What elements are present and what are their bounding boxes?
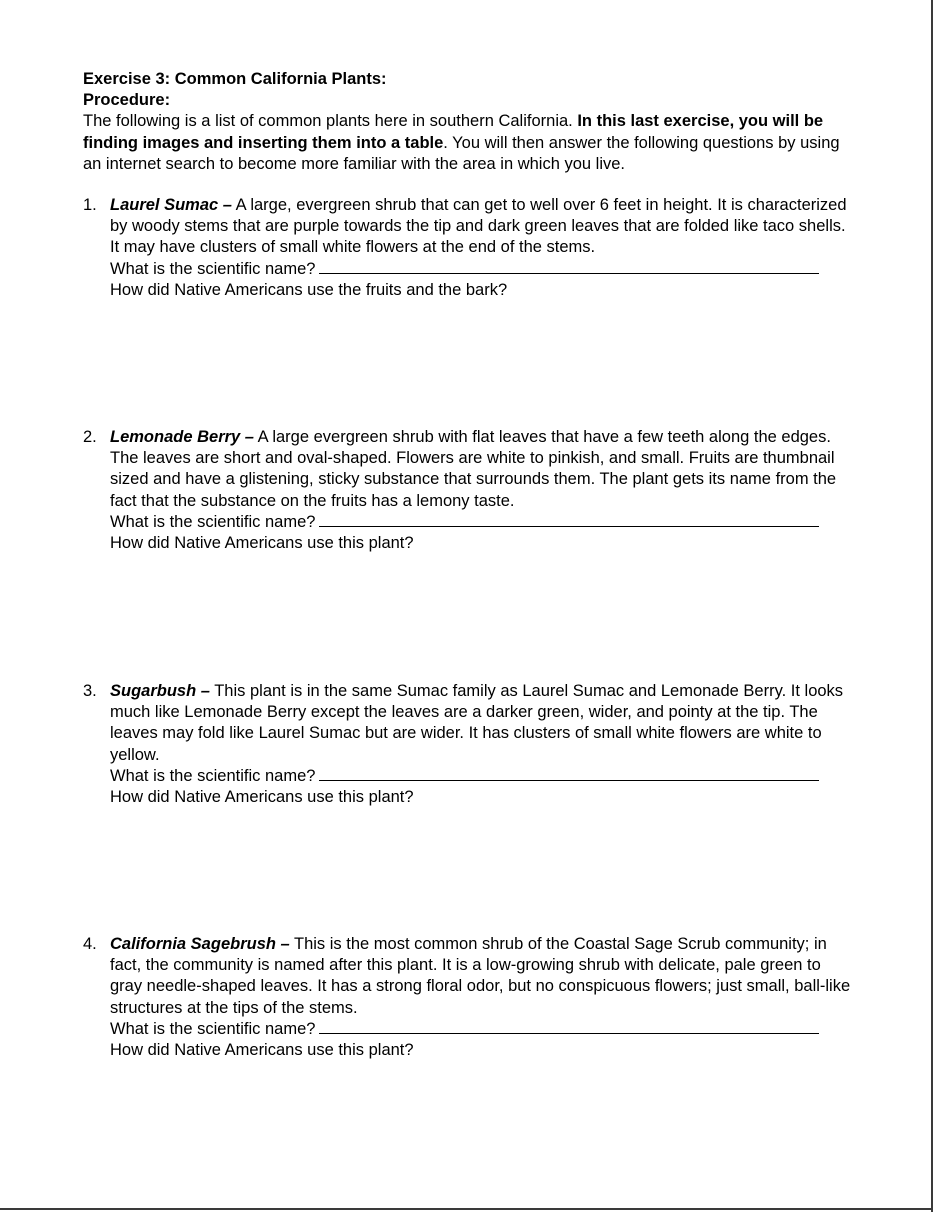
- item-number: 1.: [83, 196, 97, 214]
- plant-item-4: [83, 934, 853, 1061]
- plant-item-3: [83, 681, 853, 808]
- worksheet-content: [83, 69, 853, 1060]
- answer-line[interactable]: [319, 259, 819, 274]
- plant-description-text: A large, evergreen shrub that can get to well over 6 feet in height. It is characterized by woody stems that are purple towards the tip and dark green leaves that are folded like taco shells. It may have clusters of small white flowers at the end of the stems.: [110, 196, 847, 257]
- question-native-use: How did Native Americans use the fruits and the bark?: [110, 280, 508, 299]
- plant-name: Sugarbush –: [110, 682, 210, 700]
- answer-line[interactable]: [319, 766, 819, 781]
- procedure-label: Procedure:: [83, 91, 171, 110]
- page-border-right: [931, 0, 933, 1212]
- intro-text-2: . You will then answer the following questions by using an internet search to become more familiar with the area in which you live.: [83, 133, 840, 173]
- question-scientific-name: What is the scientific name?: [110, 259, 853, 280]
- plant-item-2: [83, 427, 853, 554]
- question-native-use: How did Native Americans use this plant?: [110, 534, 414, 553]
- item-number: 4.: [83, 935, 97, 953]
- plant-description: [110, 427, 853, 512]
- plant-description: [110, 934, 853, 1019]
- item-number: 3.: [83, 682, 97, 700]
- plant-description-text: This is the most common shrub of the Coastal Sage Scrub community; in fact, the community is named after this plant. It is a low-growing shrub with delicate, pale green to gray needle-shaped leaves. It has a strong floral odor, but no conspicuous flowers; just small, ball-like structures at the tips of the stems.: [110, 935, 851, 1017]
- exercise-title: Exercise 3: Common California Plants:: [83, 70, 387, 88]
- plant-description: [110, 195, 853, 259]
- question-native-use: How did Native Americans use this plant?: [110, 1041, 414, 1060]
- page-border-bottom: [0, 1208, 933, 1210]
- intro-paragraph: [83, 111, 853, 175]
- intro-text-1: The following is a list of common plants here in southern California.: [83, 112, 578, 131]
- answer-line[interactable]: [319, 512, 819, 527]
- plant-description-text: A large evergreen shrub with flat leaves that have a few teeth along the edges. The leaves are short and oval-shaped. Flowers are white to pinkish, and small. Fruits are thumbnail sized and have a glistening, sticky substance that surrounds them. The plant gets its name from the fact that the substance on the fruits has a lemony taste.: [110, 428, 837, 510]
- plant-item-1: [83, 195, 853, 301]
- question-scientific-name: What is the scientific name?: [110, 512, 853, 533]
- plant-name: Laurel Sumac –: [110, 196, 232, 214]
- plant-name: California Sagebrush –: [110, 935, 290, 953]
- plant-name: Lemonade Berry –: [110, 428, 254, 446]
- question-scientific-name: What is the scientific name?: [110, 1019, 853, 1040]
- intro-bold-text: In this last exercise, you will be finding images and inserting them into a table: [83, 112, 824, 152]
- plant-description-text: This plant is in the same Sumac family as Laurel Sumac and Lemonade Berry. It looks much like Lemonade Berry except the leaves are a darker green, wider, and pointy at the tip. The leaves may fold like Laurel Sumac but are wider. It has clusters of small white flowers are white to yellow.: [110, 682, 844, 764]
- plant-description: [110, 681, 853, 766]
- item-number: 2.: [83, 428, 97, 446]
- question-scientific-name: What is the scientific name?: [110, 766, 853, 787]
- question-native-use: How did Native Americans use this plant?: [110, 788, 414, 807]
- answer-line[interactable]: [319, 1019, 819, 1034]
